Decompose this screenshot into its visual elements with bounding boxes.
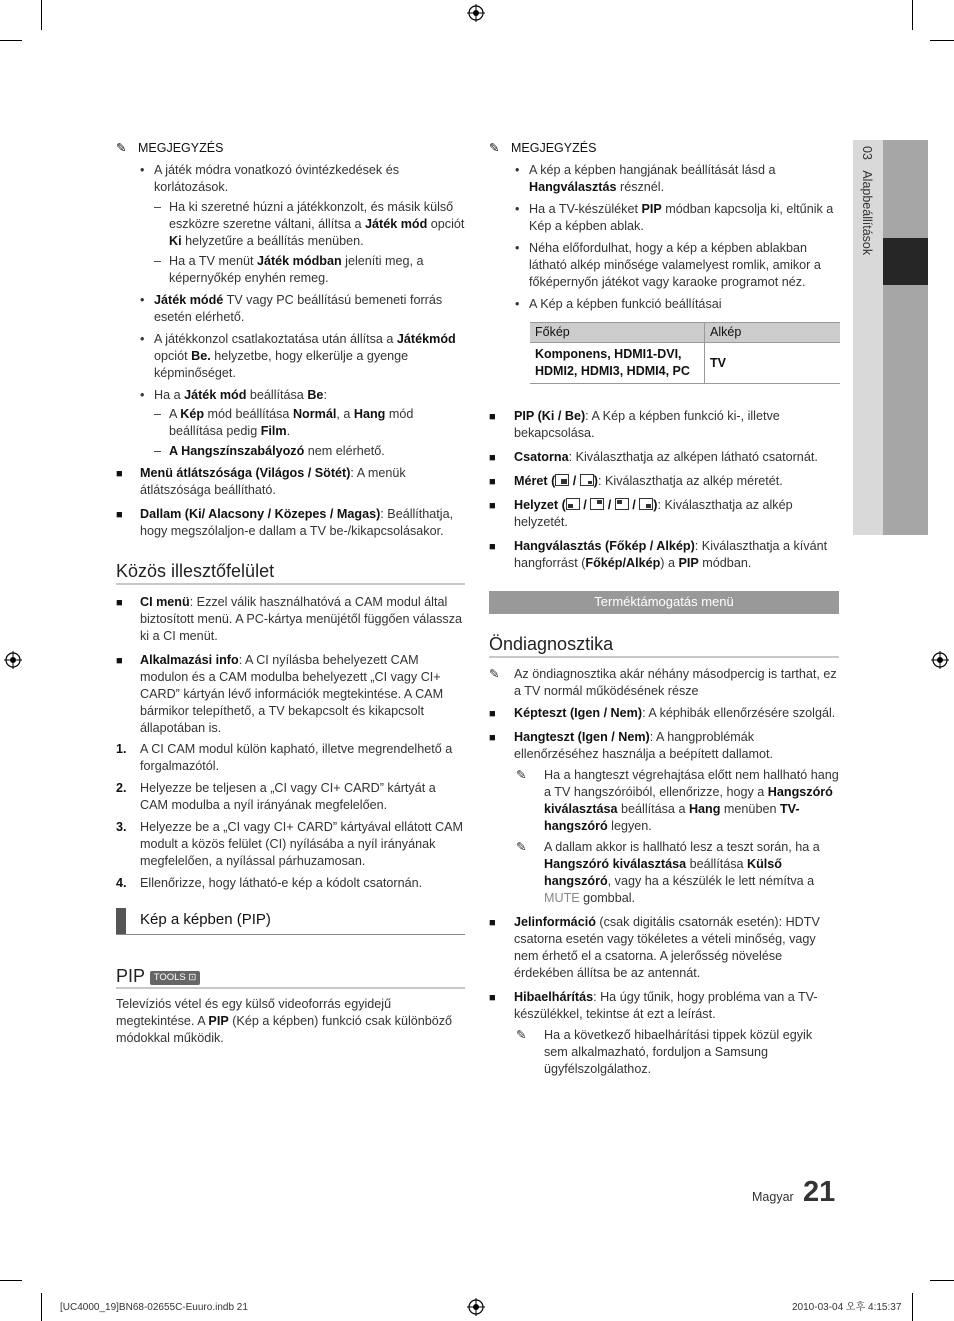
pencil-icon: ✎	[489, 667, 500, 681]
note: ✎ Ha a következő hibaelhárítási tippek közül egyik sem alkalmazható, forduljon a Samsung ügyfélszolgálathoz.	[516, 1028, 813, 1076]
table-header: Főkép	[530, 323, 705, 343]
page-number: 21	[803, 1176, 836, 1208]
signal-info-item: ■ Jelinformáció (csak digitális csatornák esetén): HDTV csatorna esetén vagy tökéletes a vételi minőség, vagy nem érhető el a csatorna. A jelerősség növelése érdekében állítsa be az antennát.	[489, 915, 820, 980]
crop-mark	[930, 40, 954, 41]
app-info-item: ■ Alkalmazási info: A CI nyílásba behelyezett CAM modulon és a CAM modulba behelyezett „CI vagy CI+ CARD” kártyán lévő információk megtekintése. A CAM bármikor telepíthető, a TV bekapcsolt és kikapcsolt állapotában is.	[116, 653, 444, 735]
crop-mark	[912, 0, 913, 30]
list-item: • Ha a Játék mód beállítása Be:	[140, 388, 327, 402]
language-label: Magyar	[752, 1190, 794, 1204]
crop-mark	[0, 1280, 22, 1281]
pip-description: Televíziós vétel és egy külső videoforrás egyidejű megtekintése. A PIP (Kép a képben) funkció csak különböző módokkal működik.	[116, 997, 453, 1045]
step-item: 1. A CI CAM modul külön kapható, illetve megrendelhető a forgalmazótól.	[116, 742, 453, 773]
pencil-icon: ✎	[516, 1028, 527, 1042]
position-bottom-left-icon	[566, 498, 580, 510]
side-tab-label: 03 Alapbeállítások	[860, 146, 874, 256]
table-header: Alkép	[705, 323, 841, 343]
crop-mark	[912, 1293, 913, 1321]
troubleshooting-item: ■ Hibaelhárítás: Ha úgy tűnik, hogy probléma van a TV-készülékkel, tekintse át ezt a leírást.	[489, 990, 818, 1021]
list-item: – Ha ki szeretné húzni a játékkonzolt, és másik külső eszközre szeretne váltani, állítsa a Játék mód opciót Ki helyzetűre a beállítás menüben.	[154, 200, 465, 248]
ci-section	[116, 594, 466, 892]
note-heading: ✎ MEGJEGYZÉS	[116, 141, 224, 155]
registration-mark-icon	[466, 1297, 486, 1317]
section-title-common-interface: Közös illesztőfelület	[116, 561, 275, 581]
pencil-icon: ✎	[489, 141, 500, 155]
list-item: • Ha a TV-készüléket PIP módban kapcsolja ki, eltűnik a Kép a képben ablak.	[515, 202, 834, 233]
subsection-marker	[116, 908, 126, 934]
pip-onoff-item: ■ PIP (Ki / Be): A Kép a képben funkció ki-, illetve bekapcsolása.	[489, 409, 780, 440]
side-tab-bar	[883, 140, 928, 535]
position-bottom-right-icon	[639, 498, 653, 510]
table-row: Komponens, HDMI1-DVI, HDMI2, HDMI3, HDMI4, PC TV	[530, 343, 840, 384]
menu-transparency-item: ■ Menü átlátszósága (Világos / Sötét): A menük átlátszósága beállítható.	[116, 466, 406, 497]
list-item: – A Hangszínszabályozó nem elérhető.	[154, 444, 385, 458]
crop-mark	[41, 1293, 42, 1321]
subsection-title-pip: Kép a képben (PIP)	[140, 911, 271, 928]
tools-badge: TOOLS ⊡	[150, 971, 201, 985]
ci-menu-item: ■ CI menü: Ezzel válik használhatóvá a CAM modul által biztosított menü. A PC-kártya menüjétől függően válassza ki a CI menüt.	[116, 595, 463, 643]
self-diagnosis-section	[489, 666, 839, 1078]
step-item: 3. Helyezze be a „CI vagy CI+ CARD” kártyával ellátott CAM modult a közös felület (CI) nyílásába a nyíl irányának megfelelően, a nyílással párhuzamosan.	[116, 820, 463, 868]
note: ✎ Az öndiagnosztika akár néhány másodpercig is tarthat, ez a TV normál működésének része	[489, 667, 837, 698]
list-item: • Játék módé TV vagy PC beállítású bemeneti forrás esetén elérhető.	[140, 293, 443, 324]
list-item: • A Kép a képben funkció beállításai	[515, 297, 722, 311]
pencil-icon: ✎	[516, 840, 527, 854]
list-item: • Néha előfordulhat, hogy a kép a képben ablakban látható alkép minősége valamelyest romlik, amikor a főképernyőn játékot vagy karaoke programot néz.	[515, 241, 821, 289]
note: ✎ A dallam akkor is hallható lesz a teszt során, ha a Hangszóró kiválasztása beállítása Külső hangszóró, vagy ha a készülék le lett némítva a MUTE gombbal.	[516, 840, 820, 905]
size-large-icon	[555, 474, 569, 486]
support-menu-bar: Terméktámogatás menü	[489, 591, 839, 614]
registration-mark-icon	[3, 650, 23, 670]
note: ✎ Ha a hangteszt végrehajtása előtt nem hallható hang a TV hangszóróiból, ellenőrizze, hogy a Hangszóró kiválasztása beállítása a Hang menüben TV-hangszóró legyen.	[516, 768, 839, 833]
size-small-icon	[580, 474, 594, 486]
pencil-icon: ✎	[116, 141, 127, 155]
picture-test-item: ■ Képteszt (Igen / Nem): A képhibák ellenőrzésére szolgál.	[489, 706, 836, 720]
list-item: • A játékkonzol csatlakoztatása után állítsa a Játékmód opciót Be. helyzetbe, hogy elkerülje a gyenge képminőséget.	[140, 332, 456, 380]
registration-mark-icon	[930, 650, 950, 670]
section-rule	[489, 656, 839, 658]
registration-mark-icon	[466, 3, 486, 23]
step-item: 4. Ellenőrizze, hogy látható-e kép a kódolt csatornán.	[116, 876, 423, 890]
print-date: 2010-03-04 오후 4:15:37	[792, 1302, 902, 1313]
section-rule	[116, 987, 465, 989]
sound-test-item: ■ Hangteszt (Igen / Nem): A hangproblémák ellenőrzéséhez használja a beépített dallamot.	[489, 730, 774, 761]
section-rule	[116, 934, 465, 935]
left-column	[116, 140, 466, 540]
crop-mark	[41, 0, 42, 30]
position-top-left-icon	[615, 498, 629, 510]
note-heading: ✎ MEGJEGYZÉS	[489, 141, 597, 155]
pip-settings-table	[530, 322, 839, 384]
file-info: [UC4000_19]BN68-02655C-Euuro.indb 21	[60, 1302, 248, 1313]
size-item: ■ Méret ( / ): Kiválaszthatja az alkép méretét.	[489, 474, 783, 488]
crop-mark	[0, 40, 22, 41]
tools-icon: ⊡	[188, 972, 197, 983]
position-top-right-icon	[590, 498, 604, 510]
pip-heading: PIP TOOLS ⊡	[116, 965, 200, 987]
section-title-self-diagnosis: Öndiagnosztika	[489, 634, 614, 654]
side-tab-active	[883, 238, 928, 285]
right-column	[489, 140, 839, 384]
step-item: 2. Helyezze be teljesen a „CI vagy CI+ CARD” kártyát a CAM modulba a nyíl irányának megfelelően.	[116, 781, 436, 812]
section-rule	[116, 583, 465, 585]
channel-item: ■ Csatorna: Kiválaszthatja az alképen látható csatornát.	[489, 450, 818, 464]
crop-mark	[930, 1280, 954, 1281]
pip-options	[489, 408, 839, 572]
position-item: ■ Helyzet ( / / / ): Kiválaszthatja az alkép helyzetét.	[489, 498, 793, 529]
list-item: – A Kép mód beállítása Normál, a Hang mód beállítása pedig Film.	[154, 407, 414, 438]
melody-item: ■ Dallam (Ki/ Alacsony / Közepes / Magas): Beállíthatja, hogy megszólaljon-e dallam a TV be-/kikapcsolásakor.	[116, 507, 454, 538]
list-item: • A kép a képben hangjának beállítását lásd a Hangválasztás résznél.	[515, 163, 776, 194]
list-item: • A játék módra vonatkozó óvintézkedések és korlátozások.	[140, 163, 400, 194]
pencil-icon: ✎	[516, 768, 527, 782]
sound-select-item: ■ Hangválasztás (Főkép / Alkép): Kiválaszthatja a kívánt hangforrást (Főkép/Alkép) a PIP módban.	[489, 539, 828, 570]
list-item: – Ha a TV menüt Játék módban jeleníti meg, a képernyőkép enyhén remeg.	[154, 254, 424, 285]
